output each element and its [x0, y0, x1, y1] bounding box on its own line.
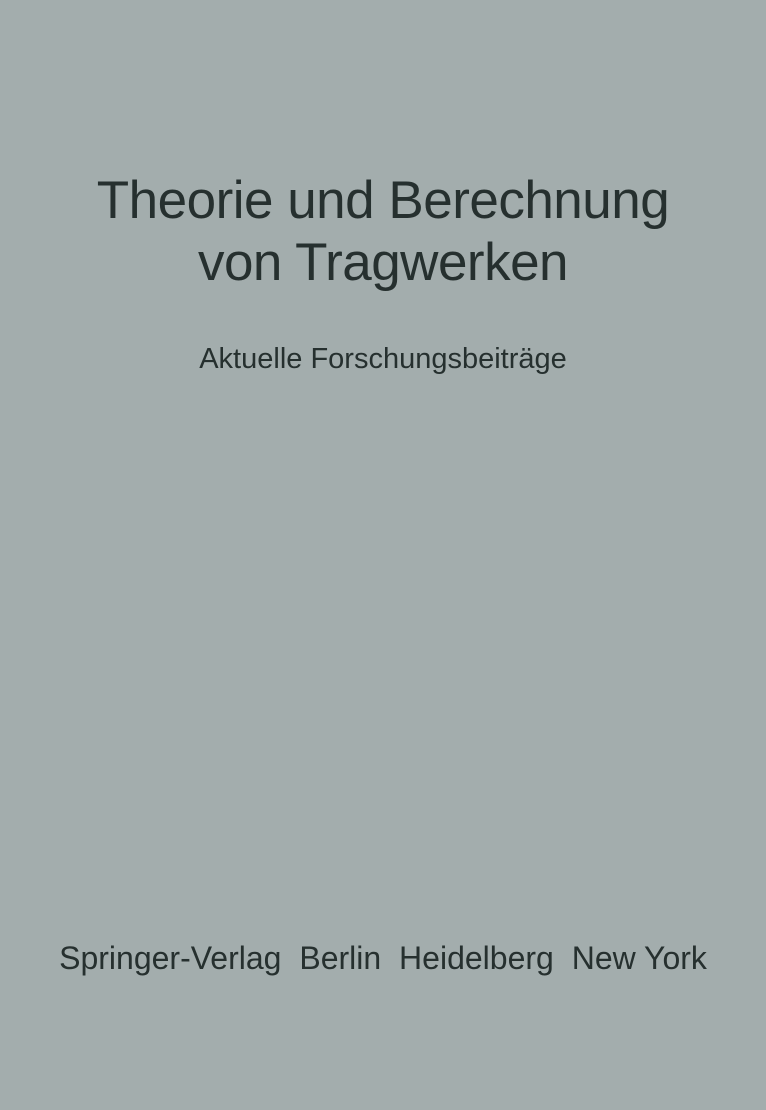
- publisher-city-berlin: Berlin: [299, 940, 382, 976]
- book-title: [0, 170, 766, 294]
- publisher-name: Springer-Verlag: [59, 940, 282, 976]
- book-title-line-1: Theorie und Berechnung: [96, 171, 670, 230]
- book-title-line-2: von Tragwerken: [197, 233, 569, 292]
- publisher-line: [0, 938, 766, 978]
- publisher-city-newyork: New York: [571, 940, 707, 976]
- publisher-city-heidelberg: Heidelberg: [399, 940, 554, 976]
- book-subtitle: Aktuelle Forschungsbeiträge: [199, 343, 567, 375]
